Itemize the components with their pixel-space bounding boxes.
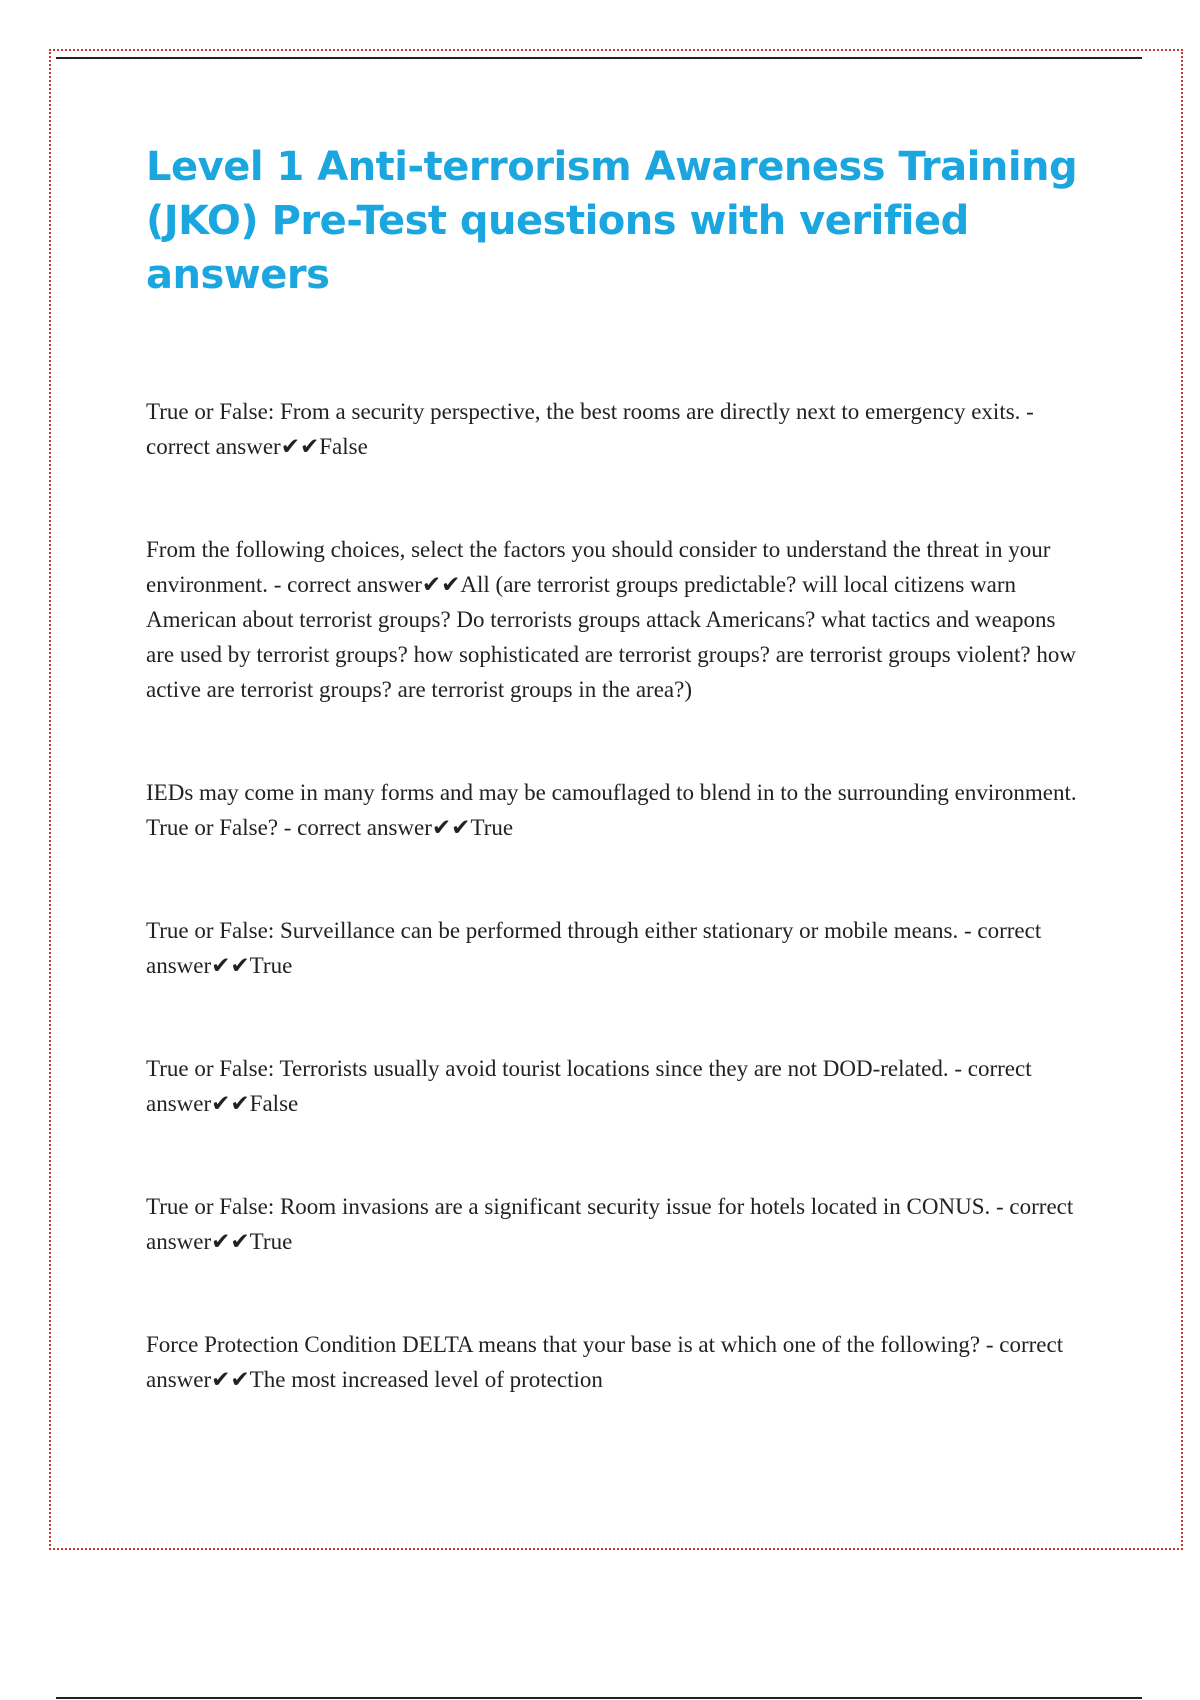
bottom-rule <box>56 1697 1142 1699</box>
document-title: Level 1 Anti-terrorism Awareness Training (JKO) Pre-Test questions with verified answers <box>146 144 1078 298</box>
top-rule <box>56 57 1142 59</box>
document-body <box>146 140 1086 1465</box>
qa-item: True or False: Terrorists usually avoid tourist locations since they are not DOD-related. - correct answer✔✔False <box>146 1056 1032 1116</box>
qa-item: Force Protection Condition DELTA means that your base is at which one of the following? - correct answer✔✔The most increased level of protection <box>146 1332 1064 1392</box>
qa-item: True or False: Room invasions are a significant security issue for hotels located in CONUS. - correct answer✔✔True <box>146 1194 1074 1254</box>
qa-item: From the following choices, select the factors you should consider to understand the threat in your environment. - correct answer✔✔All (are terrorist groups predictable? will local citizens warn American about terrorist groups? Do terrorists groups attack Americans? what tactics and weapons are used by terrorist groups? how sophisticated are terrorist groups? are terrorist groups violent? how active are terrorist groups? are terrorist groups in the area?) <box>146 537 1076 702</box>
qa-item: True or False: Surveillance can be performed through either stationary or mobile means. - correct answer✔✔True <box>146 918 1042 978</box>
qa-item: IEDs may come in many forms and may be camouflaged to blend in to the surrounding environment. True or False? - correct answer✔✔True <box>146 780 1077 840</box>
qa-item: True or False: From a security perspective, the best rooms are directly next to emergency exits. - correct answer✔✔False <box>146 399 1034 459</box>
